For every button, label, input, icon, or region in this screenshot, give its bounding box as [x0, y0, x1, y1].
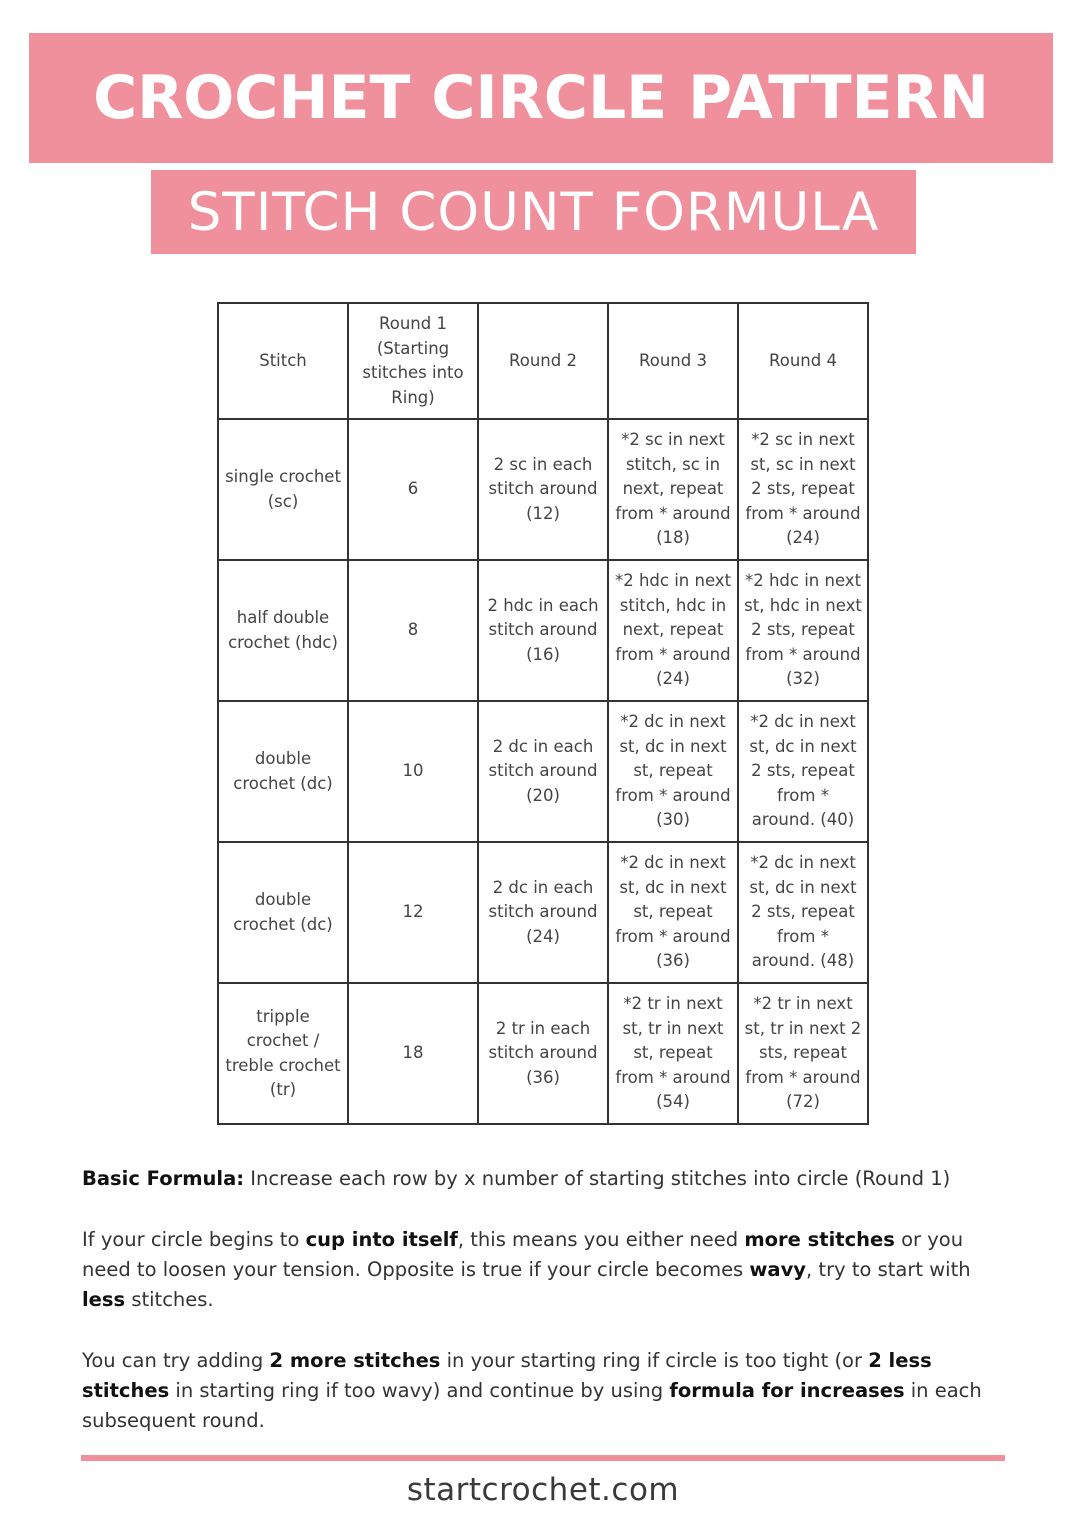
note-text: in your starting ring if circle is too tight (or: [440, 1349, 869, 1372]
cell-round-4: *2 dc in next st, dc in next 2 sts, repeat from * around. (48): [738, 842, 868, 983]
cell-round-1: 12: [348, 842, 478, 983]
note-text: , this means you either need: [457, 1228, 745, 1251]
cell-round-1: 8: [348, 560, 478, 701]
cell-round-3: *2 sc in next stitch, sc in next, repeat from * around (18): [608, 419, 738, 560]
adjustment-note: [82, 1346, 1012, 1436]
table-row: [218, 419, 868, 560]
stitch-count-table: [217, 302, 869, 1125]
table-header-row: [218, 303, 868, 419]
note-text: stitches.: [125, 1288, 214, 1311]
cell-round-3: *2 dc in next st, dc in next st, repeat from * around (36): [608, 842, 738, 983]
basic-formula-label: Basic Formula:: [82, 1167, 245, 1190]
basic-formula-note: [82, 1164, 1012, 1194]
cell-round-2: 2 hdc in each stitch around (16): [478, 560, 608, 701]
cell-round-1: 18: [348, 983, 478, 1124]
column-header-round-2: Round 2: [478, 303, 608, 419]
cell-round-2: 2 dc in each stitch around (24): [478, 842, 608, 983]
cell-round-3: *2 hdc in next stitch, hdc in next, repeat from * around (24): [608, 560, 738, 701]
cell-stitch: double crochet (dc): [218, 842, 348, 983]
note-text: in each subsequent round.: [82, 1379, 982, 1432]
cell-round-4: *2 tr in next st, tr in next 2 sts, repeat from * around (72): [738, 983, 868, 1124]
cell-round-4: *2 sc in next st, sc in next 2 sts, repeat from * around (24): [738, 419, 868, 560]
note-emphasis: formula for increases: [669, 1379, 905, 1402]
page-subtitle: STITCH COUNT FORMULA: [187, 181, 880, 243]
note-text: , try to start with: [806, 1258, 971, 1281]
cell-round-2: 2 sc in each stitch around (12): [478, 419, 608, 560]
note-text: or you need to loosen your tension. Opposite is true if your circle becomes: [82, 1228, 964, 1281]
note-emphasis: cup into itself: [305, 1228, 458, 1251]
column-header-round-3: Round 3: [608, 303, 738, 419]
note-emphasis: 2 more stitches: [269, 1349, 441, 1372]
cell-round-3: *2 dc in next st, dc in next st, repeat from * around (30): [608, 701, 738, 842]
column-header-round-4: Round 4: [738, 303, 868, 419]
subtitle-banner: [151, 170, 916, 254]
cell-round-1: 6: [348, 419, 478, 560]
cupping-note: [82, 1225, 1012, 1315]
cell-round-1: 10: [348, 701, 478, 842]
note-text: If your circle begins to: [82, 1228, 306, 1251]
cell-stitch: single crochet (sc): [218, 419, 348, 560]
footer-site: startcrochet.com: [406, 1472, 680, 1508]
cell-round-4: *2 hdc in next st, hdc in next 2 sts, repeat from * around (32): [738, 560, 868, 701]
cell-round-2: 2 dc in each stitch around (20): [478, 701, 608, 842]
cell-round-4: *2 dc in next st, dc in next 2 sts, repeat from * around. (40): [738, 701, 868, 842]
table-row: [218, 983, 868, 1124]
note-emphasis: 2 less stitches: [82, 1349, 932, 1402]
cell-stitch: half double crochet (hdc): [218, 560, 348, 701]
page-title: CROCHET CIRCLE PATTERN: [93, 63, 989, 133]
cell-stitch: double crochet (dc): [218, 701, 348, 842]
cell-round-3: *2 tr in next st, tr in next st, repeat from * around (54): [608, 983, 738, 1124]
note-text: You can try adding: [82, 1349, 270, 1372]
title-banner: [29, 33, 1053, 163]
note-emphasis: more stitches: [744, 1228, 895, 1251]
column-header-stitch: Stitch: [218, 303, 348, 419]
table-row: [218, 701, 868, 842]
note-text: in starting ring if too wavy) and continue by using: [169, 1379, 670, 1402]
cell-stitch: tripple crochet / treble crochet (tr): [218, 983, 348, 1124]
table-row: [218, 842, 868, 983]
cell-round-2: 2 tr in each stitch around (36): [478, 983, 608, 1124]
footer-divider: [81, 1455, 1005, 1461]
note-emphasis: wavy: [749, 1258, 807, 1281]
table-row: [218, 560, 868, 701]
basic-formula-text: Increase each row by x number of starting stitches into circle (Round 1): [244, 1167, 951, 1190]
column-header-round-1: Round 1 (Starting stitches into Ring): [348, 303, 478, 419]
note-emphasis: less: [82, 1288, 126, 1311]
